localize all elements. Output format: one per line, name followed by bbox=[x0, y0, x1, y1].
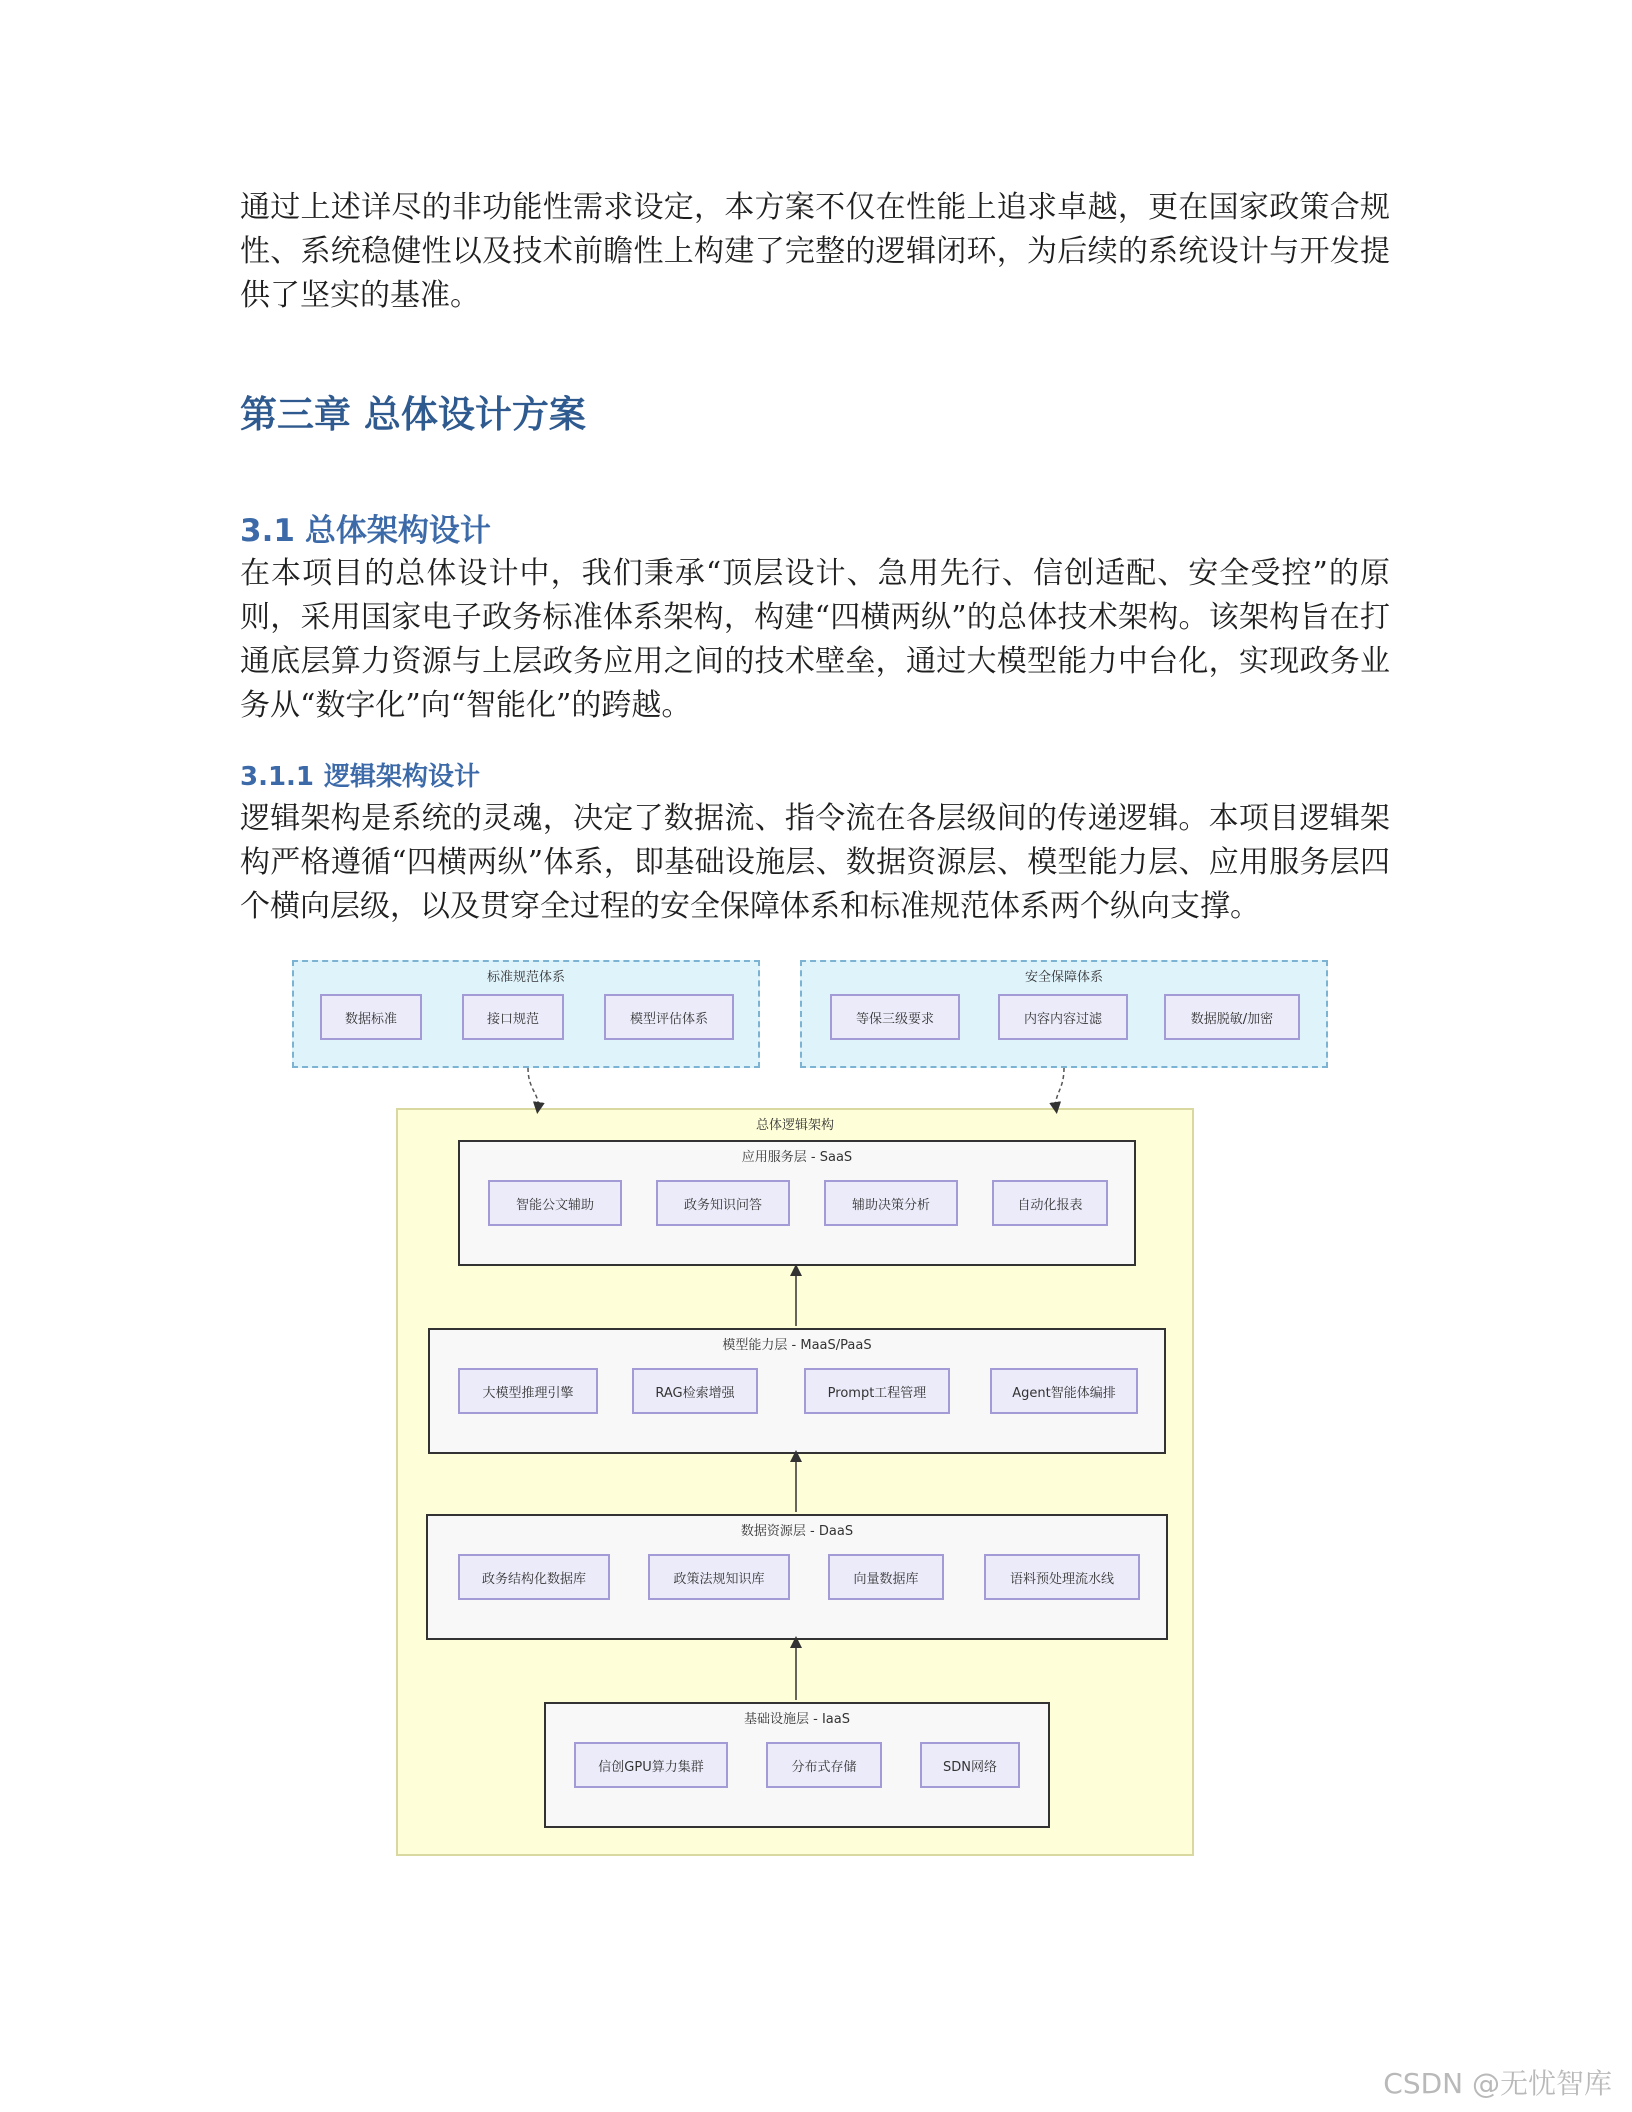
node-gpu-cluster: 信创GPU算力集群 bbox=[574, 1742, 728, 1788]
node-decision-analysis: 辅助决策分析 bbox=[824, 1180, 958, 1226]
node-data-masking: 数据脱敏/加密 bbox=[1164, 994, 1300, 1040]
node-agent-orchestration: Agent智能体编排 bbox=[990, 1368, 1138, 1414]
iaas-layer-title: 基础设施层 - IaaS bbox=[744, 1712, 850, 1727]
maas-layer-title: 模型能力层 - MaaS/PaaS bbox=[722, 1338, 872, 1353]
chapter-heading: 第三章 总体设计方案 bbox=[240, 393, 586, 436]
node-data-standard: 数据标准 bbox=[320, 994, 422, 1040]
section-paragraph: 在本项目的总体设计中，我们秉承“顶层设计、急用先行、信创适配、安全受控”的原则，采用国家电子政务标准体系架构，构建“四横两纵”的总体技术架构。该架构旨在打通底层算力资源与上层政务应用之间的技术壁垒，通过大模型能力中台化，实现政务业务从“数字化”向“智能化”的跨越。 bbox=[240, 556, 1390, 723]
daas-layer-title: 数据资源层 - DaaS bbox=[740, 1524, 854, 1539]
saas-layer-title: 应用服务层 - SaaS bbox=[741, 1150, 853, 1165]
subsection-title: 逻辑架构设计 bbox=[324, 762, 481, 792]
standards-connector bbox=[528, 1068, 538, 1108]
section-number: 3.1 bbox=[240, 513, 295, 549]
subsection-number: 3.1.1 bbox=[240, 762, 315, 792]
node-smart-document: 智能公文辅助 bbox=[488, 1180, 622, 1226]
node-gov-knowledge-qa: 政务知识问答 bbox=[656, 1180, 790, 1226]
subsection-paragraph: 逻辑架构是系统的灵魂，决定了数据流、指令流在各层级间的传递逻辑。本项目逻辑架构严格遵循“四横两纵”体系，即基础设施层、数据资源层、模型能力层、应用服务层四个横向层级，以及贯穿全过程的安全保障体系和标准规范体系两个纵向支撑。 bbox=[240, 801, 1390, 924]
node-interface-spec: 接口规范 bbox=[462, 994, 564, 1040]
node-llm-inference: 大模型推理引擎 bbox=[458, 1368, 598, 1414]
node-structured-db: 政务结构化数据库 bbox=[458, 1554, 610, 1600]
node-prompt-engineering: Prompt工程管理 bbox=[804, 1368, 950, 1414]
node-auto-report: 自动化报表 bbox=[992, 1180, 1108, 1226]
node-corpus-pipeline: 语料预处理流水线 bbox=[984, 1554, 1140, 1600]
section-title: 总体架构设计 bbox=[304, 513, 491, 549]
node-vector-db: 向量数据库 bbox=[828, 1554, 944, 1600]
node-sdn-network: SDN网络 bbox=[920, 1742, 1020, 1788]
node-policy-kb: 政策法规知识库 bbox=[648, 1554, 790, 1600]
node-distributed-storage: 分布式存储 bbox=[766, 1742, 882, 1788]
watermark: CSDN @无忧智库 bbox=[1383, 2067, 1612, 2100]
node-content-filter: 内容内容过滤 bbox=[998, 994, 1128, 1040]
node-model-eval: 模型评估体系 bbox=[604, 994, 734, 1040]
security-connector bbox=[1056, 1068, 1064, 1108]
node-mlps-level3: 等保三级要求 bbox=[830, 994, 960, 1040]
node-rag: RAG检索增强 bbox=[632, 1368, 758, 1414]
security-system-title: 安全保障体系 bbox=[1024, 970, 1103, 985]
standards-system-title: 标准规范体系 bbox=[486, 970, 565, 985]
intro-paragraph: 通过上述详尽的非功能性需求设定，本方案不仅在性能上追求卓越，更在国家政策合规性、系统稳健性以及技术前瞻性上构建了完整的逻辑闭环，为后续的系统设计与开发提供了坚实的基准。 bbox=[240, 190, 1390, 313]
overall-architecture-title: 总体逻辑架构 bbox=[755, 1118, 834, 1133]
